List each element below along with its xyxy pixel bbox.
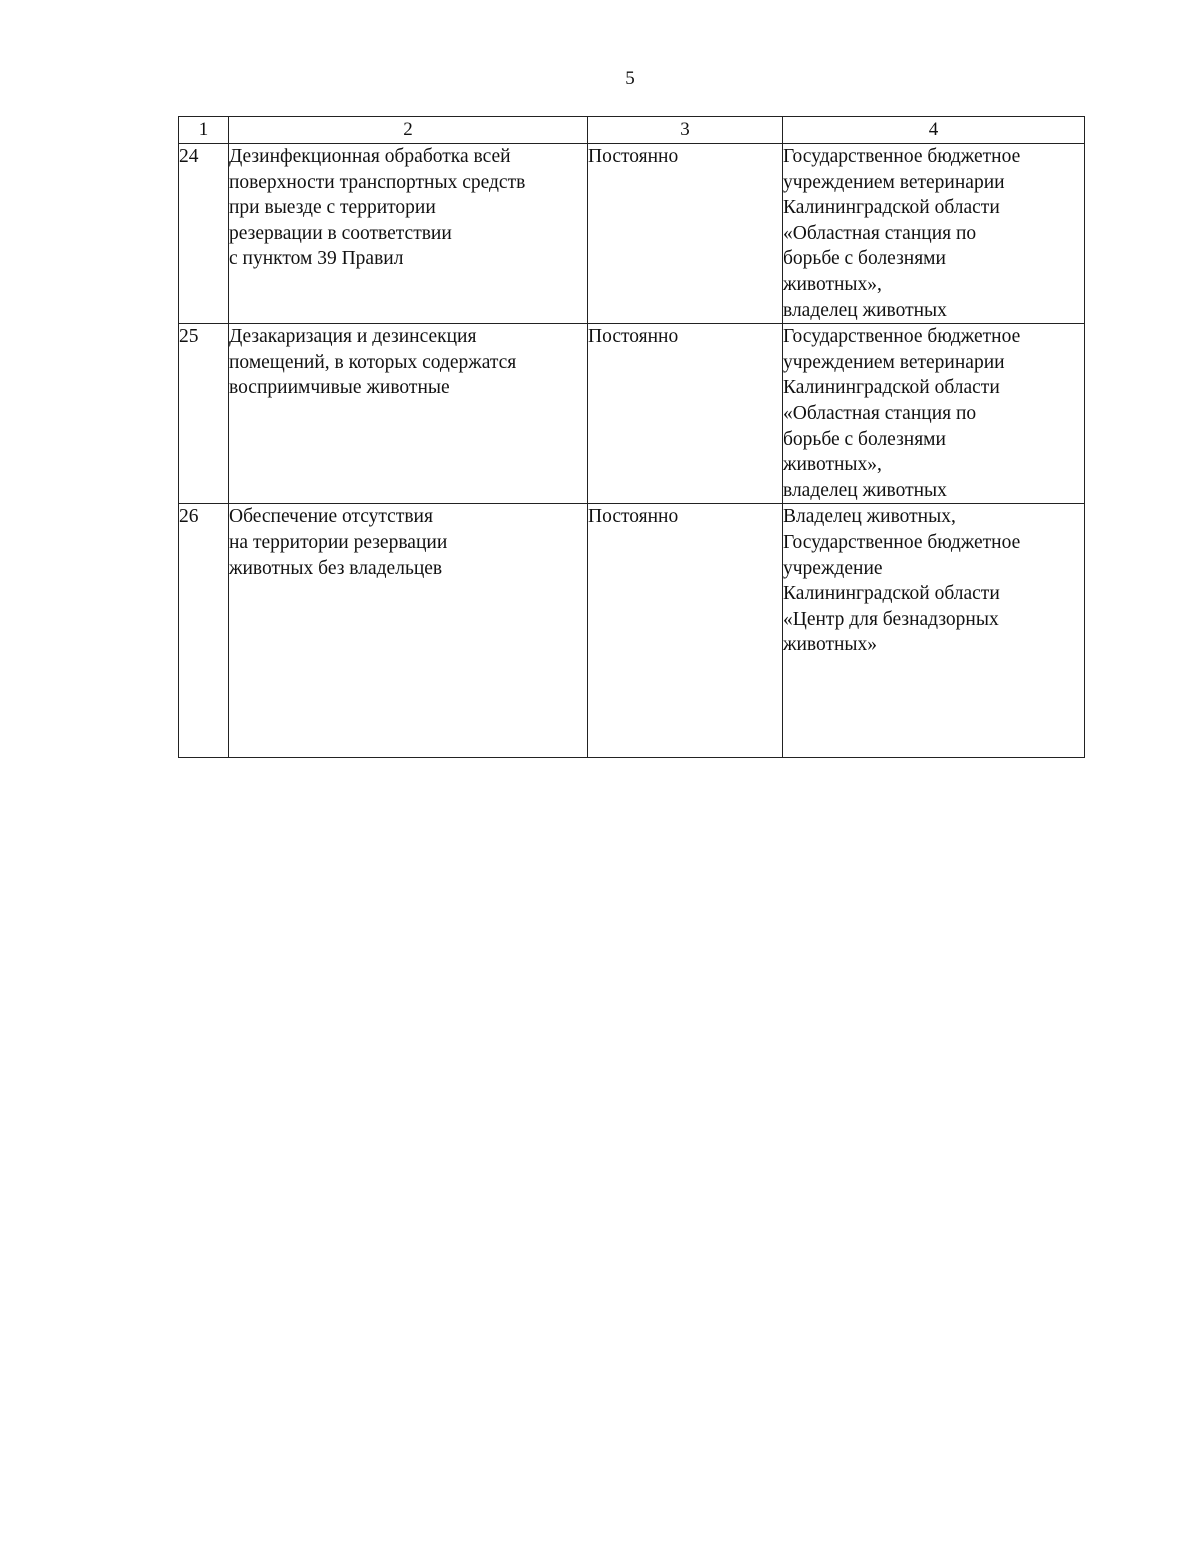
measure-line: восприимчивые животные [229,377,450,399]
column-header-2: 2 [229,117,588,144]
measure-line: поверхности транспортных средств [229,171,526,193]
measure-line: помещений, в которых содержатся [229,351,517,373]
responsible-line: «Областная станция по [783,402,977,424]
column-header-3: 3 [588,117,783,144]
measure-cell [229,144,588,324]
measure-line: Дезинфекционная обработка всей [229,146,511,167]
table-row [179,324,1085,504]
measure-line: с пунктом 39 Правил [229,248,404,270]
responsible-cell [783,144,1085,324]
measure-line: Дезакаризация и дезинсекция [229,326,477,348]
row-number: 24 [179,144,229,324]
row-number: 25 [179,324,229,504]
responsible-line: Калининградской области [783,197,1000,219]
responsible-line: Государственное бюджетное [783,531,1021,553]
responsible-line: «Областная станция по [783,222,977,244]
measure-line: Обеспечение отсутствия [229,506,433,528]
measure-line: животных без владельцев [229,557,443,579]
responsible-line: борьбе с болезнями [783,248,946,270]
responsible-line: животных», [783,454,882,476]
page-number: 5 [625,68,635,89]
responsible-line: владелец животных [783,299,947,321]
measure-line: резервации в соответствии [229,222,452,244]
table-row [179,144,1085,324]
responsible-line: учреждением ветеринарии [783,351,1005,373]
column-header-4: 4 [783,117,1085,144]
responsible-line: Калининградской области [783,583,1000,605]
responsible-line: Владелец животных, [783,506,956,528]
table-header-row [179,117,1085,144]
responsible-line: «Центр для безнадзорных [783,608,999,630]
responsible-line: владелец животных [783,479,947,501]
responsible-line: Государственное бюджетное [783,146,1021,167]
measure-line: на территории резервации [229,531,448,553]
responsible-cell [783,504,1085,758]
responsible-line: учреждение [783,557,883,579]
measure-cell [229,504,588,758]
table-row [179,504,1085,758]
responsible-line: Государственное бюджетное [783,326,1021,348]
period-cell: Постоянно [588,144,783,324]
responsible-cell [783,324,1085,504]
responsible-line: Калининградской области [783,377,1000,399]
measures-table [178,116,1085,758]
column-header-1: 1 [179,117,229,144]
period-cell: Постоянно [588,504,783,758]
row-number: 26 [179,504,229,758]
period-cell: Постоянно [588,324,783,504]
responsible-line: животных» [783,634,878,656]
measure-cell [229,324,588,504]
responsible-line: учреждением ветеринарии [783,171,1005,193]
responsible-line: животных», [783,273,882,295]
responsible-line: борьбе с болезнями [783,428,946,450]
measure-line: при выезде с территории [229,197,436,219]
